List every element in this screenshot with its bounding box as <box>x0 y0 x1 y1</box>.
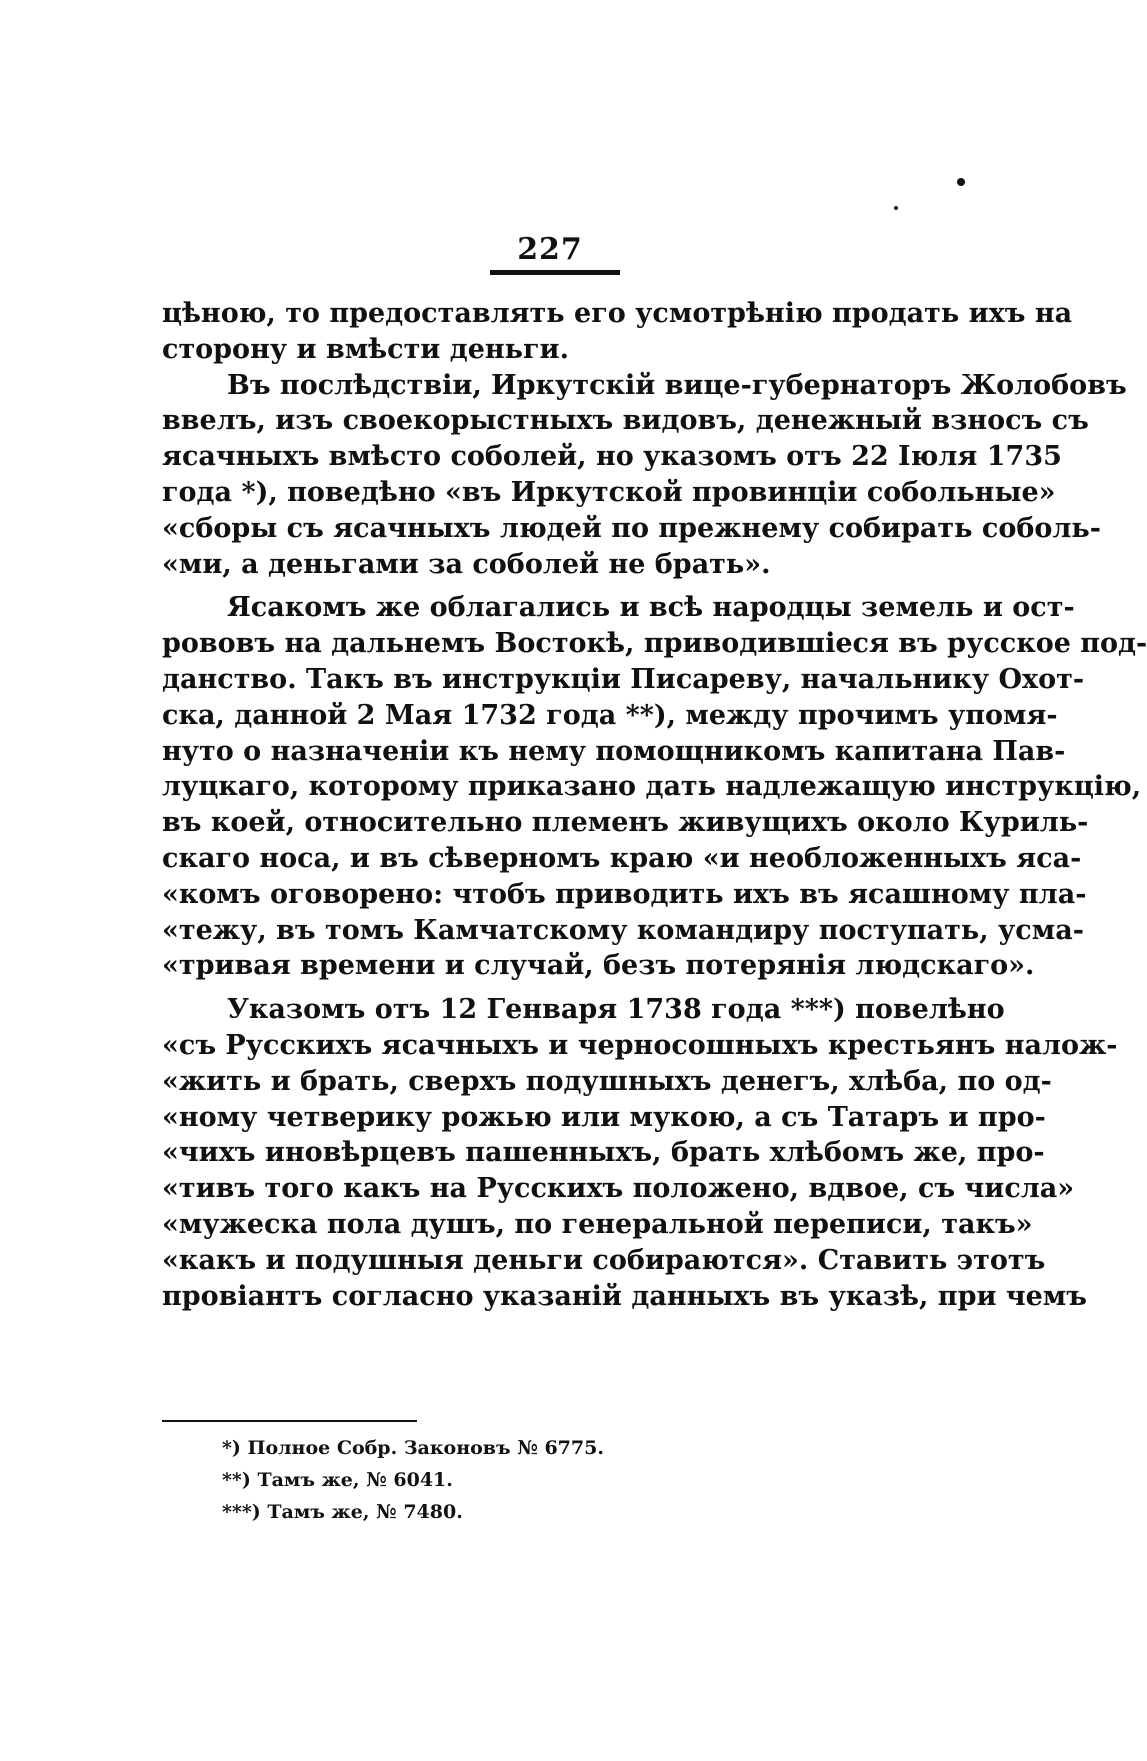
text-line: ска, данной 2 Мая 1732 года **), между прочимъ упомя- <box>162 699 1058 731</box>
text-line: ввелъ, изъ своекорыстныхъ видовъ, денежный взносъ съ <box>162 405 1089 437</box>
text-line: года *), поведѣно «въ Иркутской провинціи собольные» <box>162 476 1056 508</box>
text-line: «ному четверику рожью или мукою, а съ Татаръ и про- <box>162 1101 1046 1133</box>
text-line: «ми, а деньгами за соболей не брать». <box>162 548 771 580</box>
text-line: Ясакомъ же облагались и всѣ народцы земель и ост- <box>227 592 1075 624</box>
footnote: **) Тамъ же, № 6041. <box>222 1469 453 1491</box>
text-line: нуто о назначеніи къ нему помощникомъ капитана Пав- <box>162 735 1066 767</box>
text-line: «какъ и подушныя деньги собираются». Ставить этотъ <box>162 1244 1046 1276</box>
text-line: «тежу, въ томъ Камчатскому командиру поступать, усма- <box>162 914 1084 946</box>
text-line: въ коей, относительно племенъ живущихъ около Куриль- <box>162 807 1089 839</box>
text-line: Указомъ отъ 12 Генваря 1738 года ***) повелѣно <box>227 994 1005 1026</box>
text-line: «тривая времени и случай, безъ потерянія людскаго». <box>162 950 1035 982</box>
text-line: «сборы съ ясачныхъ людей по прежнему собирать соболь- <box>162 512 1101 544</box>
text-line: «съ Русскихъ ясачныхъ и черносошныхъ крестьянъ налож- <box>162 1029 1118 1061</box>
footnote: *) Полное Собр. Законовъ № 6775. <box>222 1437 604 1459</box>
text-line: «жить и брать, сверхъ подушныхъ денегъ, хлѣба, по од- <box>162 1065 1052 1097</box>
text-line: «мужеска пола душъ, по генеральной переписи, такъ» <box>162 1208 1033 1240</box>
text-line: данство. Такъ въ инструкціи Писареву, начальнику Охот- <box>162 663 1085 695</box>
text-line: «чихъ иновѣрцевъ пашенныхъ, брать хлѣбомъ же, про- <box>162 1137 1045 1169</box>
text-line: «комъ оговорено: чтобъ приводить ихъ въ ясашному пла- <box>162 878 1087 910</box>
text-line: «тивъ того какъ на Русскихъ положено, вдвое, съ числа» <box>162 1173 1075 1205</box>
footnote-rule <box>162 1420 417 1422</box>
text-line: скаго носа, и въ сѣверномъ краю «и необложенныхъ яса- <box>162 842 1082 874</box>
text-line: сторону и вмѣсти деньги. <box>162 333 569 365</box>
text-line: ясачныхъ вмѣсто соболей, но указомъ отъ 22 Іюля 1735 <box>162 441 1062 473</box>
text-line: Въ послѣдствіи, Иркутскій вице-губернаторъ Жолобовъ <box>227 369 1127 401</box>
footnote: ***) Тамъ же, № 7480. <box>222 1501 463 1523</box>
text-line: цѣною, то предоставлять его усмотрѣнію продать ихъ на <box>162 298 1073 329</box>
page-number: 227 <box>517 232 583 267</box>
text-line: луцкаго, которому приказано дать надлежащую инструкцію, <box>162 771 1142 803</box>
ink-speck <box>957 178 965 186</box>
body-text <box>162 296 1147 1314</box>
ink-speck <box>894 206 898 210</box>
text-line: провіантъ согласно указаній данныхъ въ указѣ, при чемъ <box>162 1280 1087 1312</box>
header-rule <box>490 270 620 275</box>
text-line: рововъ на дальнемъ Востокѣ, приводившіеся въ русское под- <box>162 628 1147 660</box>
footnotes <box>222 1432 604 1528</box>
